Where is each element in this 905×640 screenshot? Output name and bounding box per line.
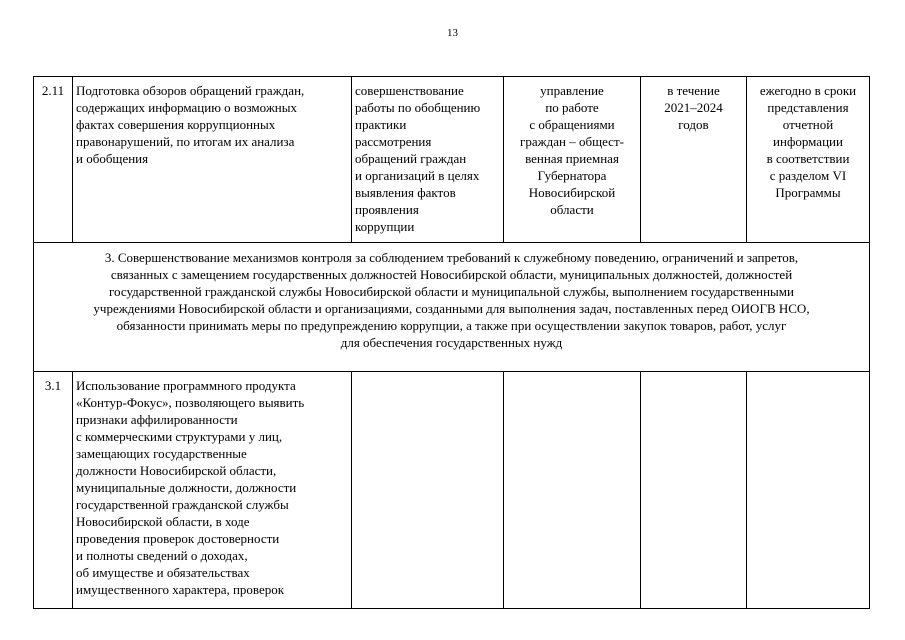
cell-line: фактах совершения коррупционных: [76, 117, 276, 132]
section-heading-line: обязанности принимать меры по предупреждению коррупции, а также при осуществлении закупок товаров, работ, услуг: [116, 318, 787, 333]
cell-line: венная приемная: [525, 151, 619, 166]
cell-line: выявления фактов: [355, 185, 456, 200]
cell-line: в течение: [667, 83, 720, 98]
cell-line: имущественного характера, проверок: [76, 582, 285, 597]
section-heading-line: государственной гражданской службы Новосибирской области и муниципальной службы, выполнением государственными: [109, 284, 794, 299]
cell-line: годов: [678, 117, 709, 132]
cell-line: области: [550, 202, 594, 217]
section-heading-line: для обеспечения государственных нужд: [340, 335, 563, 350]
measure-goal-cell: [352, 372, 504, 609]
cell-line: рассмотрения: [355, 134, 432, 149]
cell-line: ежегодно в сроки: [759, 83, 857, 98]
reporting-cell: [747, 77, 870, 243]
section-heading-row: [34, 243, 870, 372]
cell-line: по работе: [545, 100, 599, 115]
section-heading-cell: [34, 243, 870, 372]
cell-line: Новосибирской области, в ходе: [76, 514, 250, 529]
cell-line: 2021–2024: [664, 100, 723, 115]
section-heading-line: 3. Совершенствование механизмов контроля за соблюдением требований к служебному поведению, ограничений и запретов,: [104, 250, 799, 265]
cell-line: с коммерческими структурами у лиц,: [76, 429, 283, 444]
row-number: 3.1: [44, 378, 62, 393]
cell-line: управление: [540, 83, 604, 98]
period-cell: [641, 77, 747, 243]
cell-line: должности Новосибирской области,: [76, 463, 277, 478]
cell-line: государственной гражданской службы: [76, 497, 289, 512]
cell-line: содержащих информацию о возможных: [76, 100, 297, 115]
responsible-cell: [504, 372, 641, 609]
section-heading-line: учреждениями Новосибирской области и организациями, созданными для выполнения задач, поставленных перед ОИОГВ НСО,: [93, 301, 810, 316]
cell-line: коррупции: [355, 219, 415, 234]
cell-line: и обобщения: [76, 151, 149, 166]
cell-line: «Контур-Фокус», позволяющего выявить: [76, 395, 305, 410]
measure-description-cell: [73, 77, 352, 243]
cell-line: Программы: [775, 185, 841, 200]
cell-line: Новосибирской: [528, 185, 616, 200]
cell-line: отчетной: [782, 117, 834, 132]
row-number: 2.11: [41, 83, 65, 98]
cell-line: правонарушений, по итогам их анализа: [76, 134, 295, 149]
responsible-cell: [504, 77, 641, 243]
cell-line: граждан – общест-: [520, 134, 624, 149]
cell-line: совершенствование: [355, 83, 464, 98]
cell-line: практики: [355, 117, 407, 132]
cell-line: и организаций в целях: [355, 168, 480, 183]
page-number: 13: [447, 27, 458, 39]
measure-goal-cell: [352, 77, 504, 243]
cell-line: Губернатора: [537, 168, 607, 183]
cell-line: в соответствии: [766, 151, 850, 166]
table-row-2-11: [34, 77, 870, 243]
cell-line: об имуществе и обязательствах: [76, 565, 250, 580]
cell-line: Использование программного продукта: [76, 378, 296, 393]
cell-line: с обращениями: [529, 117, 615, 132]
cell-line: работы по обобщению: [355, 100, 481, 115]
table-row-3-1: [34, 372, 870, 609]
cell-line: замещающих государственные: [76, 446, 247, 461]
cell-line: Подготовка обзоров обращений граждан,: [76, 83, 305, 98]
row-number-cell: [34, 372, 73, 609]
cell-line: обращений граждан: [355, 151, 467, 166]
measures-table: [33, 76, 870, 609]
cell-line: информации: [773, 134, 843, 149]
cell-line: проведения проверок достоверности: [76, 531, 280, 546]
cell-line: и полноты сведений о доходах,: [76, 548, 248, 563]
cell-line: представления: [767, 100, 849, 115]
cell-line: с разделом VI: [769, 168, 847, 183]
row-number-cell: [34, 77, 73, 243]
reporting-cell: [747, 372, 870, 609]
section-heading-line: связанных с замещением государственных должностей Новосибирской области, муниципальных должностей, должностей: [110, 267, 793, 282]
cell-line: проявления: [355, 202, 419, 217]
cell-line: муниципальные должности, должности: [76, 480, 297, 495]
measure-description-cell: [73, 372, 352, 609]
period-cell: [641, 372, 747, 609]
cell-line: признаки аффилированности: [76, 412, 238, 427]
